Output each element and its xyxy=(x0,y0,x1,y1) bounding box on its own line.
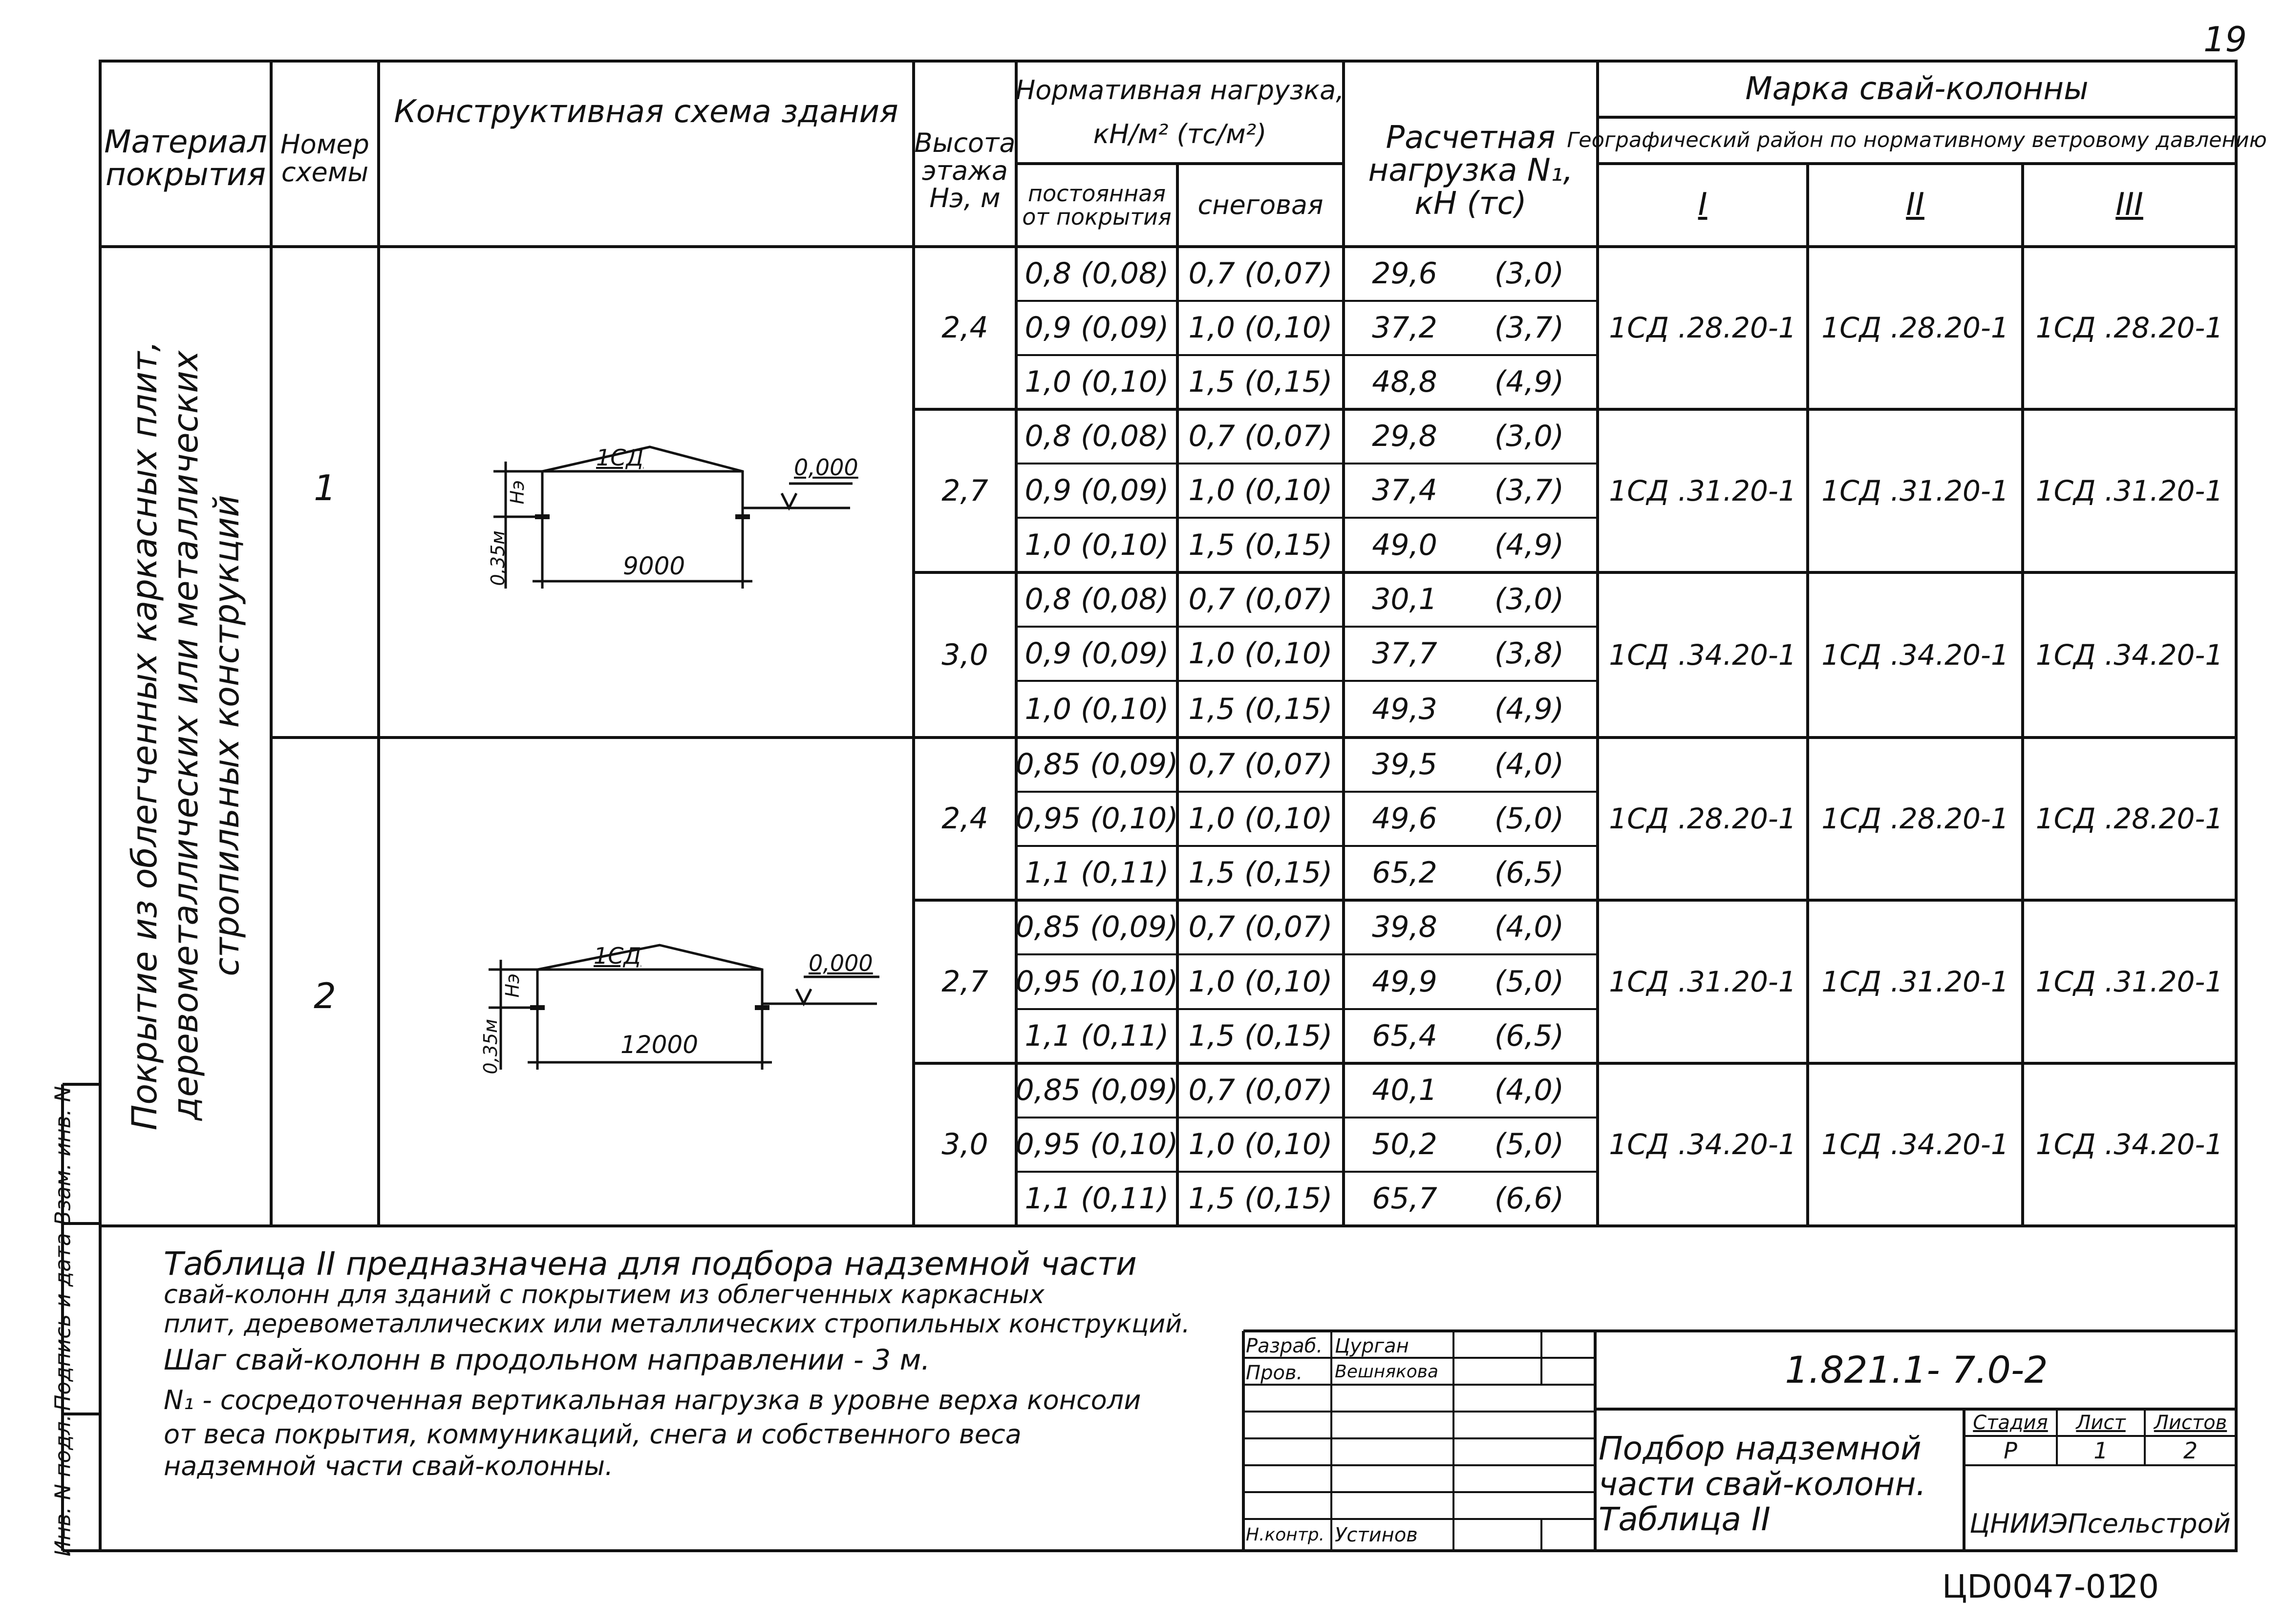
header-wind-region: Географический район по нормативному ветровому давлению xyxy=(1567,127,2267,152)
pile-mark: 1СД .28.20-1 xyxy=(2035,311,2223,345)
stamp-nkontr-name: Устинов xyxy=(1335,1524,1418,1546)
pile-mark: 1СД .34.20-1 xyxy=(1609,1128,1796,1161)
pile-mark: 1СД .31.20-1 xyxy=(1609,474,1796,507)
snow-load: 1,0 (0,10) xyxy=(1188,311,1333,345)
design-load: 65,2 xyxy=(1372,856,1437,890)
footer-code: ЦD0047-01 xyxy=(1942,1568,2127,1605)
design-load: 37,4 xyxy=(1372,473,1437,507)
permanent-load: 1,1 (0,11) xyxy=(1025,856,1169,890)
permanent-load: 1,1 (0,11) xyxy=(1025,1019,1169,1053)
permanent-load: 0,8 (0,08) xyxy=(1025,256,1169,291)
design-load-tc: (3,7) xyxy=(1494,473,1564,507)
header-material: Материал покрытия xyxy=(104,124,267,193)
permanent-load: 0,95 (0,10) xyxy=(1015,964,1178,999)
header-region-2: II xyxy=(1906,187,1924,223)
design-load-tc: (6,5) xyxy=(1494,1019,1564,1053)
permanent-load: 0,9 (0,09) xyxy=(1025,311,1169,345)
header-design-load: Расчетная нагрузка N₁, кН (тс) xyxy=(1368,120,1573,222)
organization: ЦНИИЭПсельстрой xyxy=(1969,1508,2231,1539)
snow-load: 1,5 (0,15) xyxy=(1188,692,1333,726)
design-load-tc: (4,0) xyxy=(1494,1073,1564,1107)
permanent-load: 0,9 (0,09) xyxy=(1025,636,1169,671)
header-snow: снеговая xyxy=(1197,189,1324,220)
height-cell: 2,4 xyxy=(941,311,988,345)
snow-load: 0,7 (0,07) xyxy=(1188,256,1333,291)
page-number: 19 xyxy=(2203,20,2247,60)
scheme-2-span-label: 12000 xyxy=(620,1031,699,1059)
doc-code: 1.821.1- 7.0-2 xyxy=(1785,1348,2048,1392)
scheme-2-zero-label: 0,000 xyxy=(809,950,873,976)
stamp-prov-label: Пров. xyxy=(1246,1362,1303,1384)
design-load-tc: (4,9) xyxy=(1494,692,1564,726)
header-region-3: III xyxy=(2115,187,2143,223)
list-label: Лист xyxy=(2076,1412,2126,1434)
note-line: N₁ - сосредоточенная вертикальная нагрузка в уровне верха консоли xyxy=(164,1385,1141,1415)
design-load-tc: (4,0) xyxy=(1494,910,1564,944)
pile-mark: 1СД .28.20-1 xyxy=(2035,802,2223,836)
stadiya-value: Р xyxy=(2004,1437,2017,1464)
height-cell: 2,4 xyxy=(941,801,988,836)
design-load: 37,7 xyxy=(1372,636,1437,671)
note-line: Шаг свай-колонн в продольном направлении - 3 м. xyxy=(164,1343,930,1376)
design-load: 29,6 xyxy=(1372,256,1437,291)
header-norm-units: кН/м² (тс/м²) xyxy=(1093,118,1267,149)
design-load: 48,8 xyxy=(1372,365,1437,399)
scheme-1-rafter-label: 1СД xyxy=(596,444,644,471)
design-load: 49,6 xyxy=(1372,801,1437,836)
pile-mark: 1СД .28.20-1 xyxy=(1609,311,1796,345)
inv-podl-label: Инв. N подл. xyxy=(50,1414,76,1557)
snow-load: 0,7 (0,07) xyxy=(1188,1073,1333,1107)
snow-load: 0,7 (0,07) xyxy=(1188,582,1333,616)
permanent-load: 0,85 (0,09) xyxy=(1015,747,1178,781)
permanent-load: 0,85 (0,09) xyxy=(1015,1073,1178,1107)
scheme-1-number: 1 xyxy=(314,467,336,509)
design-load-tc: (5,0) xyxy=(1494,1127,1564,1161)
footer-page: 20 xyxy=(2118,1568,2159,1605)
scheme-2-depth-label: 0,35м xyxy=(480,1019,502,1075)
note-line: плит, деревометаллических или металлических стропильных конструкций. xyxy=(164,1309,1190,1339)
snow-load: 0,7 (0,07) xyxy=(1188,910,1333,944)
permanent-load: 0,8 (0,08) xyxy=(1025,582,1169,616)
permanent-load: 1,0 (0,10) xyxy=(1025,527,1169,562)
design-load: 39,8 xyxy=(1372,910,1437,944)
design-load-tc: (3,8) xyxy=(1494,636,1564,671)
note-line: Таблица II предназначена для подбора надземной части xyxy=(164,1245,1137,1283)
permanent-load: 0,8 (0,08) xyxy=(1025,419,1169,453)
note-line: свай-колонн для зданий с покрытием из облегченных каркасных xyxy=(164,1280,1045,1309)
material-text: Покрытие из облегченных каркасных плит, деревометаллических или металлических стропильных конструкций xyxy=(125,340,247,1131)
header-region-1: I xyxy=(1698,187,1708,223)
design-load: 29,8 xyxy=(1372,419,1437,453)
pile-mark: 1СД .34.20-1 xyxy=(1821,1128,2009,1161)
pile-mark: 1СД .34.20-1 xyxy=(2035,638,2223,672)
snow-load: 1,0 (0,10) xyxy=(1188,1127,1333,1161)
design-load-tc: (4,9) xyxy=(1494,527,1564,562)
snow-load: 1,0 (0,10) xyxy=(1188,473,1333,507)
list-value: 1 xyxy=(2093,1437,2108,1464)
design-load-tc: (6,6) xyxy=(1494,1181,1564,1216)
header-scheme: Конструктивная схема здания xyxy=(394,94,898,130)
pile-mark: 1СД .31.20-1 xyxy=(1609,965,1796,998)
design-load: 39,5 xyxy=(1372,747,1437,781)
sheet-title: Подбор надземной части свай-колонн. Таблица II xyxy=(1599,1430,1926,1539)
pile-mark: 1СД .28.20-1 xyxy=(1821,802,2009,836)
header-norm-load: Нормативная нагрузка, xyxy=(1015,74,1345,105)
pile-mark: 1СД .31.20-1 xyxy=(1821,474,2009,507)
pile-mark: 1СД .28.20-1 xyxy=(1821,311,2009,345)
pile-mark: 1СД .31.20-1 xyxy=(2035,965,2223,998)
design-load-tc: (3,0) xyxy=(1494,419,1564,453)
vzam-inv-label: Взам. инв. N xyxy=(50,1086,76,1226)
note-line: от веса покрытия, коммуникаций, снега и собственного веса xyxy=(164,1419,1022,1450)
pile-mark: 1СД .28.20-1 xyxy=(1609,802,1796,836)
design-load-tc: (3,0) xyxy=(1494,582,1564,616)
design-load: 50,2 xyxy=(1372,1127,1437,1161)
snow-load: 1,5 (0,15) xyxy=(1188,856,1333,890)
stamp-razrab-name: Цурган xyxy=(1335,1335,1409,1357)
header-height: Высота этажа Нэ, м xyxy=(914,127,1016,214)
snow-load: 1,5 (0,15) xyxy=(1188,527,1333,562)
permanent-load: 0,95 (0,10) xyxy=(1015,1127,1178,1161)
pile-mark: 1СД .31.20-1 xyxy=(1821,965,2009,998)
permanent-load: 1,0 (0,10) xyxy=(1025,692,1169,726)
design-load-tc: (5,0) xyxy=(1494,801,1564,836)
snow-load: 1,0 (0,10) xyxy=(1188,636,1333,671)
permanent-load: 1,1 (0,11) xyxy=(1025,1181,1169,1216)
snow-load: 1,5 (0,15) xyxy=(1188,365,1333,399)
design-load: 49,0 xyxy=(1372,527,1437,562)
scheme-1-span-label: 9000 xyxy=(623,552,685,580)
scheme-1-zero-label: 0,000 xyxy=(794,454,858,481)
snow-load: 1,5 (0,15) xyxy=(1188,1019,1333,1053)
height-cell: 2,7 xyxy=(941,964,988,999)
permanent-load: 1,0 (0,10) xyxy=(1025,365,1169,399)
design-load-tc: (5,0) xyxy=(1494,964,1564,999)
height-cell: 2,7 xyxy=(941,473,988,508)
snow-load: 0,7 (0,07) xyxy=(1188,419,1333,453)
listov-value: 2 xyxy=(2183,1437,2198,1464)
pile-mark: 1СД .34.20-1 xyxy=(2035,1128,2223,1161)
snow-load: 0,7 (0,07) xyxy=(1188,747,1333,781)
header-pile-mark: Марка свай-колонны xyxy=(1745,70,2089,107)
scheme-2-rafter-label: 1СД xyxy=(594,943,641,969)
pile-mark: 1СД .34.20-1 xyxy=(1609,638,1796,672)
stamp-prov-name: Вешнякова xyxy=(1335,1362,1439,1382)
pile-mark: 1СД .34.20-1 xyxy=(1821,638,2009,672)
pile-mark: 1СД .31.20-1 xyxy=(2035,474,2223,507)
permanent-load: 0,9 (0,09) xyxy=(1025,473,1169,507)
snow-load: 1,0 (0,10) xyxy=(1188,964,1333,999)
header-permanent: постоянная от покрытия xyxy=(1022,180,1172,230)
stamp-nkontr-label: Н.контр. xyxy=(1246,1525,1325,1545)
design-load-tc: (3,7) xyxy=(1494,311,1564,345)
design-load: 65,4 xyxy=(1372,1019,1437,1053)
listov-label: Листов xyxy=(2154,1412,2227,1434)
design-load-tc: (4,0) xyxy=(1494,747,1564,781)
permanent-load: 0,95 (0,10) xyxy=(1015,801,1178,836)
podpis-data-label: Подпись и дата xyxy=(50,1233,76,1411)
scheme-2-number: 2 xyxy=(314,975,336,1017)
note-line: надземной части свай-колонны. xyxy=(164,1451,614,1481)
design-load-tc: (6,5) xyxy=(1494,856,1564,890)
design-load-tc: (3,0) xyxy=(1494,256,1564,291)
height-cell: 3,0 xyxy=(941,637,988,672)
snow-load: 1,5 (0,15) xyxy=(1188,1181,1333,1216)
design-load-tc: (4,9) xyxy=(1494,365,1564,399)
design-load: 49,3 xyxy=(1372,692,1437,726)
scheme-2-height-label: Нэ xyxy=(502,973,524,998)
design-load: 30,1 xyxy=(1372,582,1437,616)
header-scheme-no: Номер схемы xyxy=(280,129,369,188)
height-cell: 3,0 xyxy=(941,1127,988,1161)
stadiya-label: Стадия xyxy=(1973,1412,2048,1434)
snow-load: 1,0 (0,10) xyxy=(1188,801,1333,836)
design-load: 37,2 xyxy=(1372,311,1437,345)
scheme-1-height-label: Нэ xyxy=(507,480,529,505)
design-load: 65,7 xyxy=(1372,1181,1437,1216)
permanent-load: 0,85 (0,09) xyxy=(1015,910,1178,944)
scheme-1-depth-label: 0,35м xyxy=(487,530,509,586)
stamp-razrab-label: Разраб. xyxy=(1246,1335,1323,1357)
design-load: 49,9 xyxy=(1372,964,1437,999)
design-load: 40,1 xyxy=(1372,1073,1437,1107)
